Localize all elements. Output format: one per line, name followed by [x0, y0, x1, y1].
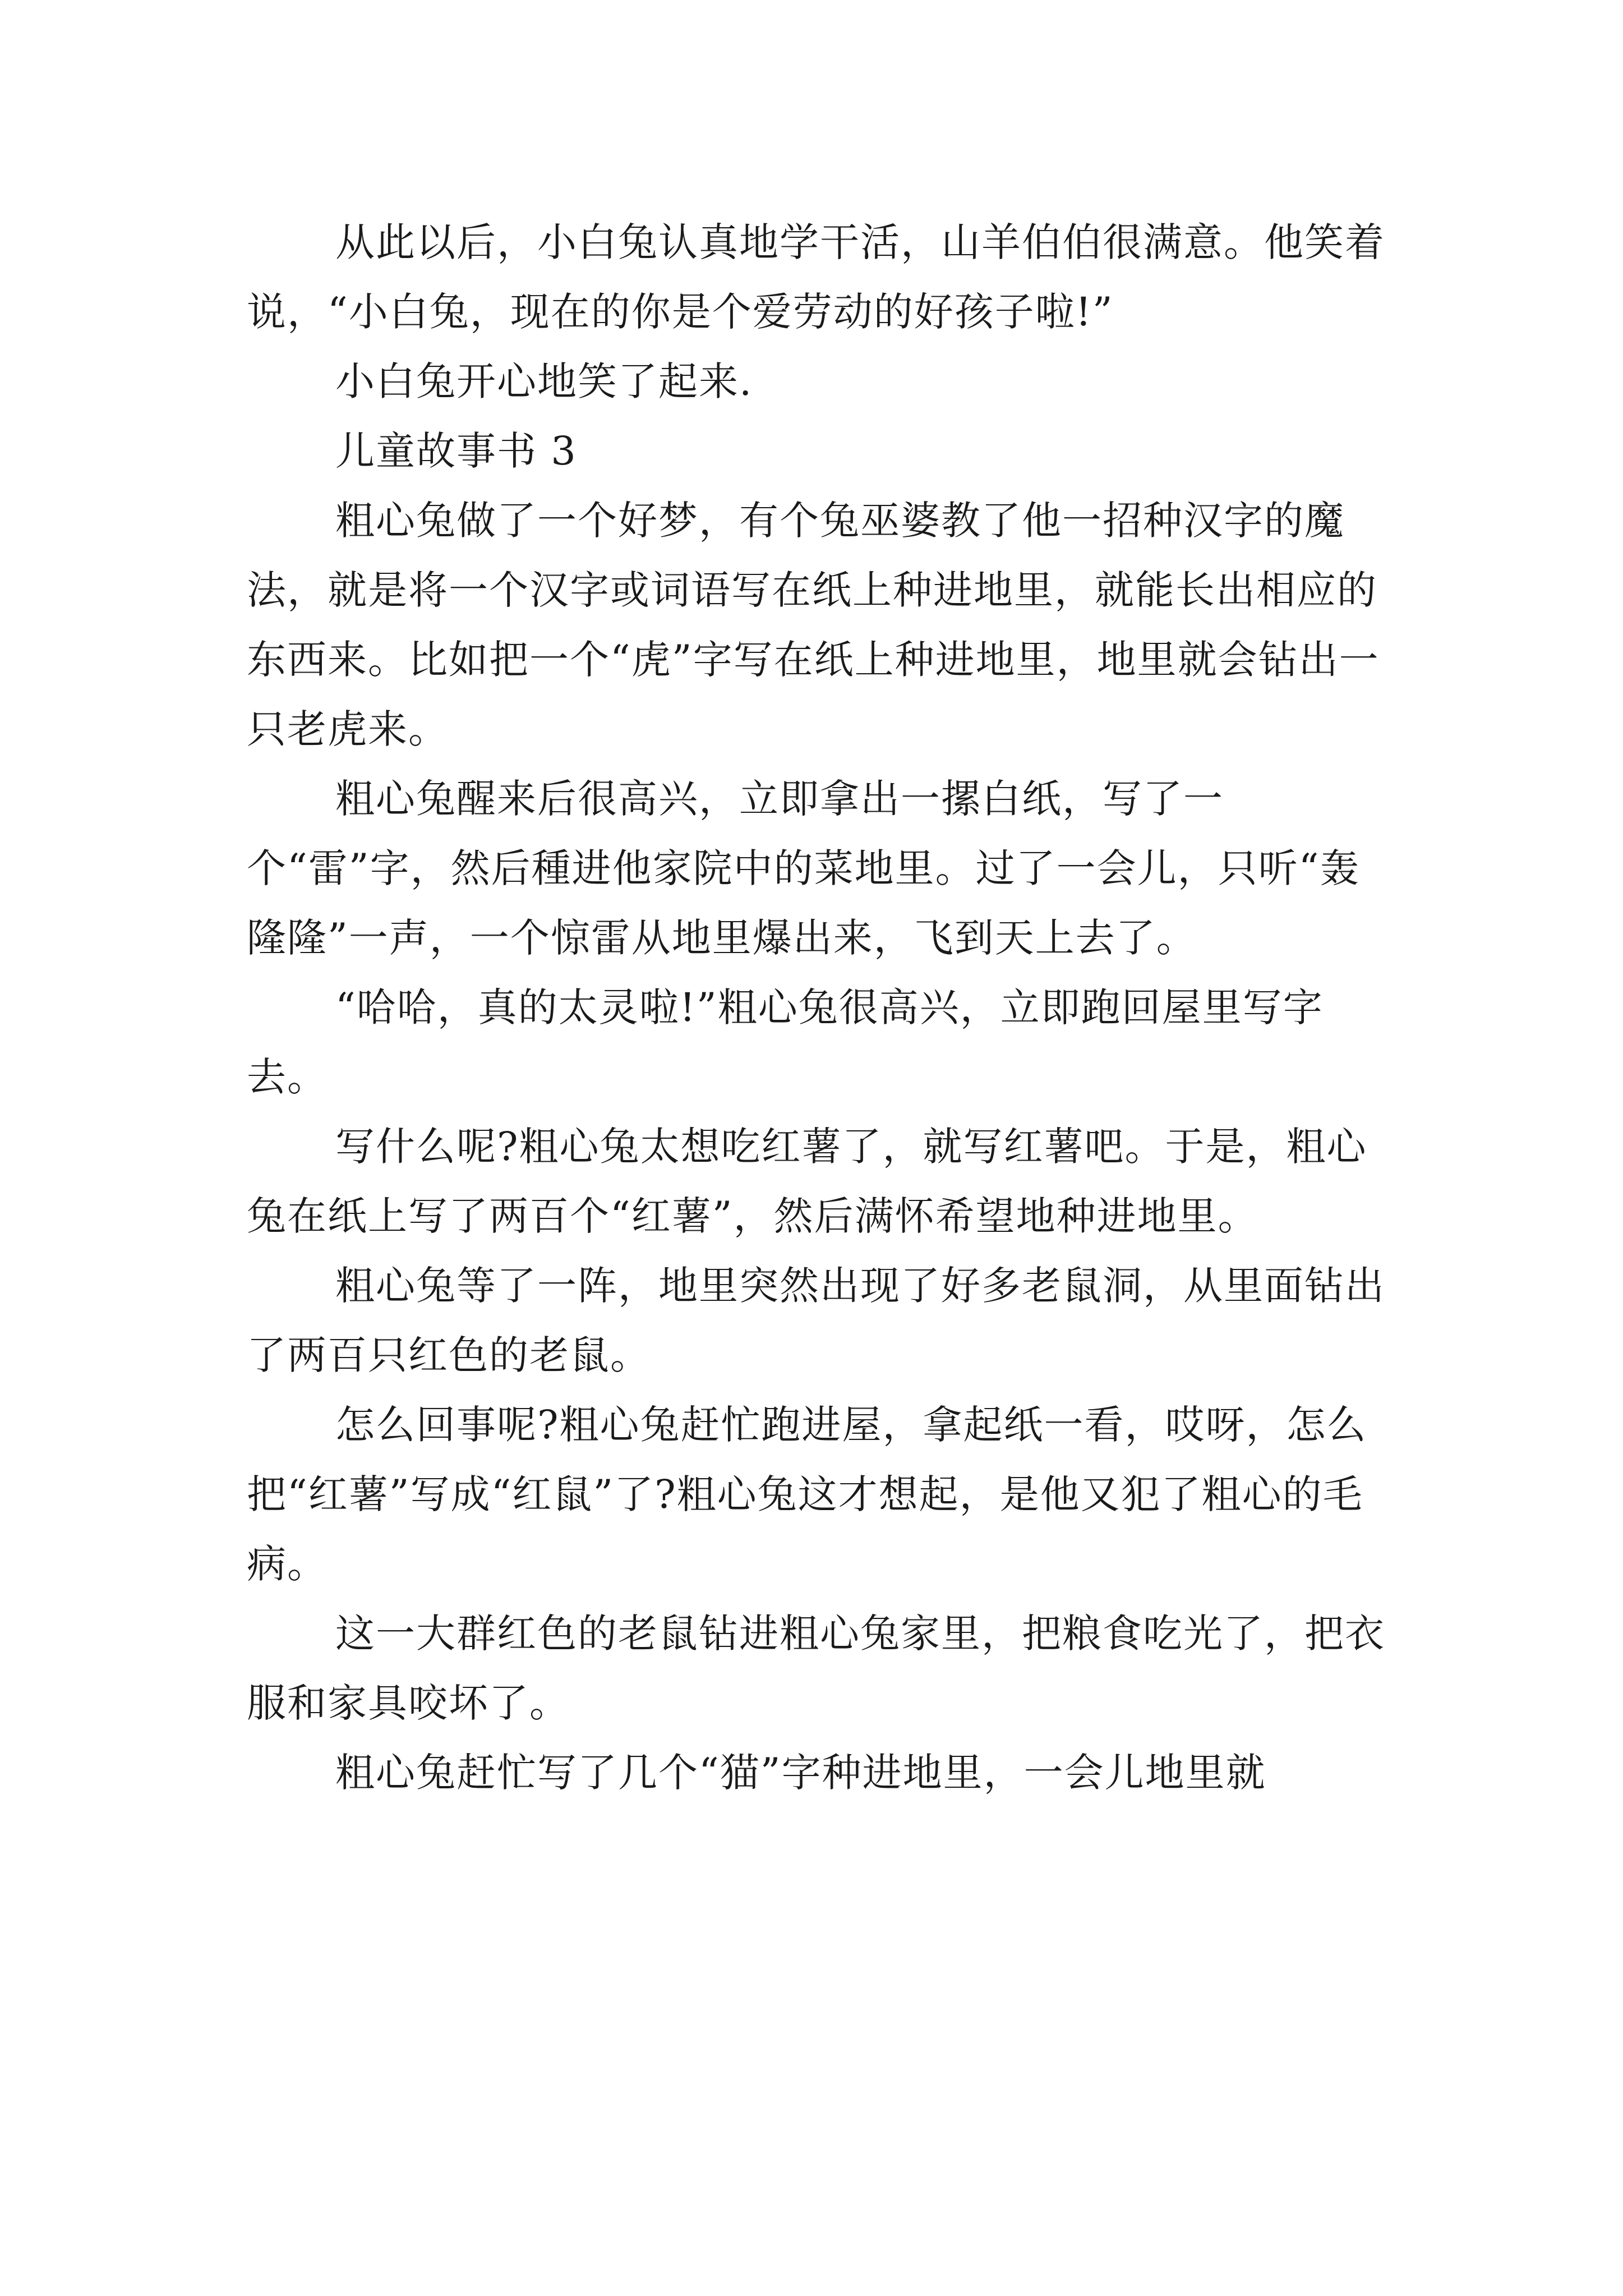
paragraph: 写什么呢?粗心兔太想吃红薯了，就写红薯吧。于是，粗心兔在纸上写了两百个“红薯”，然后满怀希望地种进地里。: [247, 1124, 1367, 1239]
story-text: [247, 208, 1391, 1807]
paragraph: 粗心兔赶忙写了几个“猫”字种进地里，一会儿地里就: [335, 1750, 1266, 1796]
section-heading: 儿童故事书 3: [335, 428, 577, 474]
paragraph: “哈哈，真的太灵啦!”粗心兔很高兴，立即跑回屋里写字去。: [247, 984, 1324, 1100]
paragraph: 怎么回事呢?粗心兔赶忙跑进屋，拿起纸一看，哎呀，怎么把“红薯”写成“红鼠”了?粗心兔这才想起，是他又犯了粗心的毛病。: [247, 1402, 1367, 1587]
paragraph: 从此以后，小白兔认真地学干活，山羊伯伯很满意。他笑着说，“小白兔，现在的你是个爱劳动的好孩子啦!”: [247, 219, 1385, 335]
paragraph: 小白兔开心地笑了起来.: [335, 358, 753, 404]
paragraph: 粗心兔做了一个好梦，有个兔巫婆教了他一招种汉字的魔法，就是将一个汉字或词语写在纸上种进地里，就能长出相应的东西来。比如把一个“虎”字写在纸上种进地里，地里就会钻出一只老虎来。: [247, 498, 1380, 752]
paragraph: 粗心兔等了一阵，地里突然出现了好多老鼠洞，从里面钻出了两百只红色的老鼠。: [247, 1263, 1385, 1378]
paragraph: 粗心兔醒来后很高兴，立即拿出一摞白纸，写了一个“雷”字，然后種进他家院中的菜地里。过了一会儿，只听“轰隆隆”一声，一个惊雷从地里爆出来，飞到天上去了。: [247, 776, 1361, 961]
paragraph: 这一大群红色的老鼠钻进粗心兔家里，把粮食吃光了，把衣服和家具咬坏了。: [247, 1611, 1385, 1726]
